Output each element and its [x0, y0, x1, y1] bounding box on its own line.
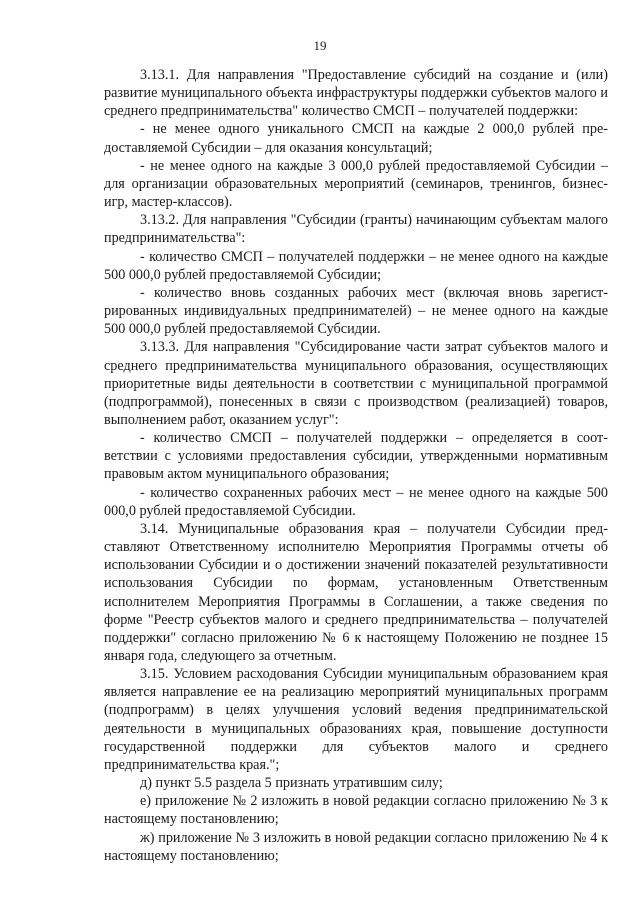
paragraph-3-14: 3.14. Муниципальные образования края – получатели Субсидии представляют Ответственному исполнителю Мероприятия Программы отчеты об использовании Субсидии и о достижении значений показателей результативности использования Субсидии по формам, установленным Ответственным исполнителем Мероприятия Программы в Соглашении, а также сведения по форме "Реестр субъектов малого и среднего предпринимательства – получателей поддержки" согласно приложению № 6 к настоящему Положению не позднее 15 января года, следующего за отчетным. [104, 520, 608, 664]
paragraph-d: д) пункт 5.5 раздела 5 признать утратившим силу; [140, 775, 443, 792]
paragraph-3-13-3: 3.13.3. Для направления "Субсидирование части затрат субъектов малого и среднего предпринимательства муниципального образования, осуществляющих приоритетные виды деятельности в соответствии с муниципальной программой (подпрограммой), понесенных в связи с производством (реализацией) товаров, выполнением работ, оказанием услуг": [104, 339, 608, 428]
paragraph-3-13-2: 3.13.2. Для направления "Субсидии (гранты) начинающим субъектам малого предпринимательства": [104, 212, 608, 247]
list-item-preserved-jobs: - количество сохраненных рабочих мест – не менее одного на каждые 500 000,0 рублей предоставляемой Субсидии. [104, 484, 608, 519]
paragraph-3-13-1: 3.13.1. Для направления "Предоставление субсидий на создание и (или) развитие муниципального объекта инфраструктуры поддержки субъектов малого и среднего предпринимательства" количество СМСП – получателей поддержки: [104, 67, 608, 120]
list-item-smsp-count: - количество СМСП – получателей поддержки – не менее одного на каждые 500 000,0 рублей предоставляемой Субсидии; [104, 248, 608, 283]
list-item-new-jobs: - количество вновь созданных рабочих мест (включая вновь зарегистрированных индивидуальных предпринимателей) – не менее одного на каждые 500 000,0 рублей предоставляемой Субсидии. [104, 284, 608, 338]
list-item-consultations: - не менее одного уникального СМСП на каждые 2 000,0 рублей предоставляемой Субсидии – для оказания консультаций; [104, 121, 608, 156]
document-body [104, 66, 608, 865]
list-item-educational-events: - не менее одного на каждые 3 000,0 рублей предоставляемой Субсидии – для организации образовательных мероприятий (семинаров, тренингов, бизнес-игр, мастер-классов). [104, 157, 608, 211]
paragraph-e: е) приложение № 2 изложить в новой редакции согласно приложению № 3 к настоящему постановлению; [104, 793, 608, 828]
paragraph-zh: ж) приложение № 3 изложить в новой редакции согласно приложению № 4 к настоящему постановлению; [104, 829, 608, 864]
list-item-smsp-conditions: - количество СМСП – получателей поддержки – определяется в соответствии с условиями предоставления субсидии, утвержденными нормативным правовым актом муниципального образования; [104, 430, 608, 483]
page-number: 19 [313, 38, 327, 53]
paragraph-3-15: 3.15. Условием расходования Субсидии муниципальным образованием края является направление ее на реализацию мероприятий муниципальных программ (подпрограмм) в целях улучшения условий ведения предпринимательской деятельности в муниципальных образованиях края, повышение доступности государственной поддержки для субъектов малого и среднего предпринимательства края."; [104, 666, 608, 773]
